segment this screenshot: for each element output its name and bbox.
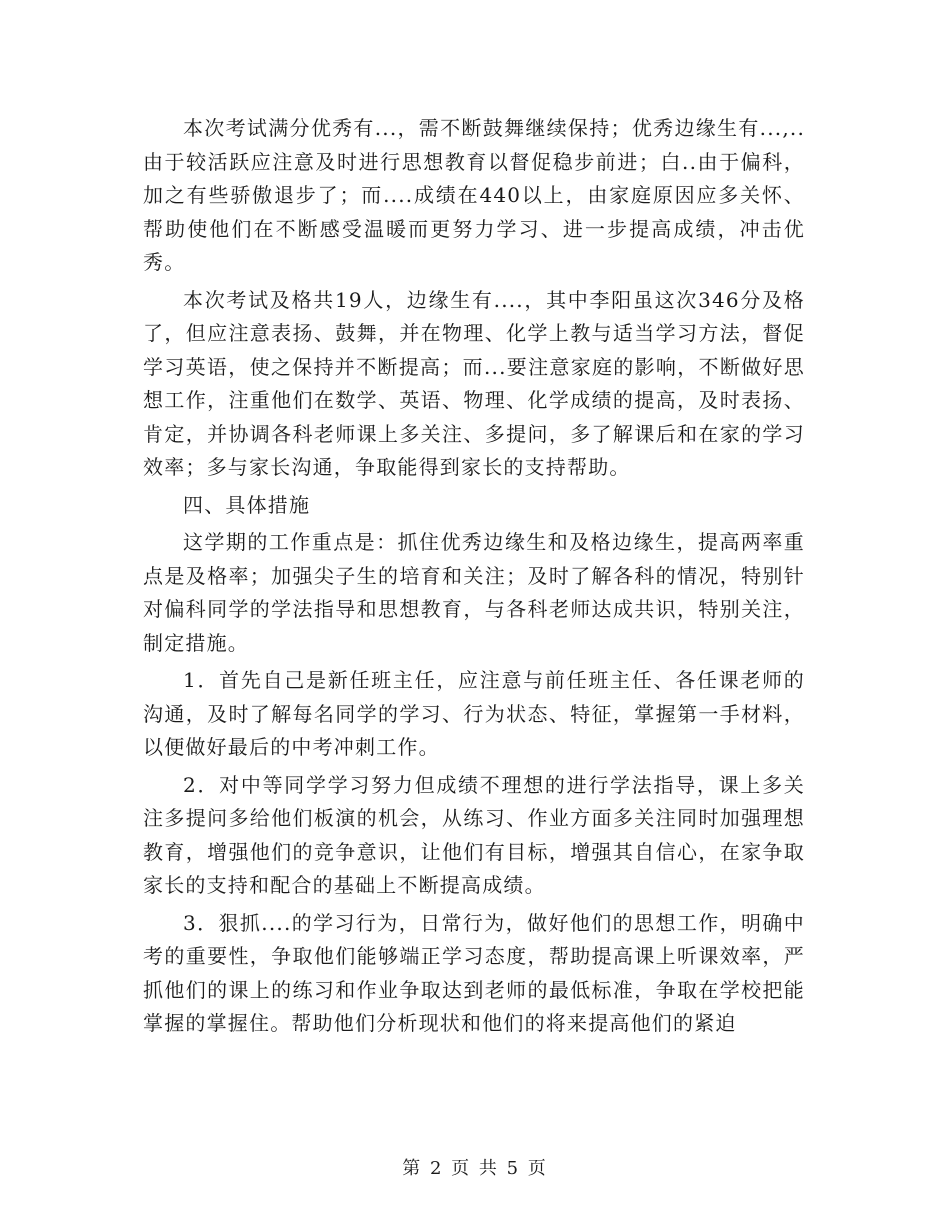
page-number-footer: 第 2 页 共 5 页 xyxy=(402,1158,548,1179)
paragraph-passing-students: 本次考试及格共19人，边缘生有....，其中李阳虽这次346分及格了，但应注意表扬、鼓舞，并在物理、化学上教与适当学习方法，督促学习英语，使之保持并不断提高；而...要注意家庭的影响，不断做好思想工作，注重他们在数学、英语、物理、化学成绩的提高，及时表扬、肯定，并协调各科老师课上多关注、多提问，多了解课后和在家的学习效率；多与家长沟通，争取能得到家长的支持帮助。 xyxy=(143,287,805,479)
section-heading: 四、具体措施 xyxy=(183,492,311,517)
paragraph-measure-3: 3．狠抓....的学习行为，日常行为，做好他们的思想工作，明确中考的重要性，争取他们能够端正学习态度，帮助提高课上听课效率，严抓他们的课上的练习和作业争取达到老师的最低标准，争取在学校把能掌握的掌握住。帮助他们分析现状和他们的将来提高他们的紧迫 xyxy=(143,910,805,1035)
paragraph-excellent-students: 本次考试满分优秀有...，需不断鼓舞继续保持；优秀边缘生有...,..由于较活跃应注意及时进行思想教育以督促稳步前进；白..由于偏科，加之有些骄傲退步了；而....成绩在440以上，由家庭原因应多关怀、帮助使他们在不断感受温暖而更努力学习、进一步提高成绩，冲击优秀。 xyxy=(143,116,805,274)
paragraph-measure-2: 2．对中等同学学习努力但成绩不理想的进行学法指导，课上多关注多提问多给他们板演的机会，从练习、作业方面多关注同时加强理想教育，增强他们的竞争意识，让他们有目标，增强其自信心，在家争取家长的支持和配合的基础上不断提高成绩。 xyxy=(143,772,805,897)
paragraph-measure-1: 1．首先自己是新任班主任，应注意与前任班主任、各任课老师的沟通，及时了解每名同学的学习、行为状态、特征，掌握第一手材料，以便做好最后的中考冲刺工作。 xyxy=(143,668,805,759)
document-body xyxy=(143,112,805,1045)
paragraph-work-focus: 这学期的工作重点是：抓住优秀边缘生和及格边缘生，提高两率重点是及格率；加强尖子生的培育和关注；及时了解各科的情况，特别针对偏科同学的学法指导和思想教育，与各科老师达成共识，特别关注，制定措施。 xyxy=(143,530,805,655)
